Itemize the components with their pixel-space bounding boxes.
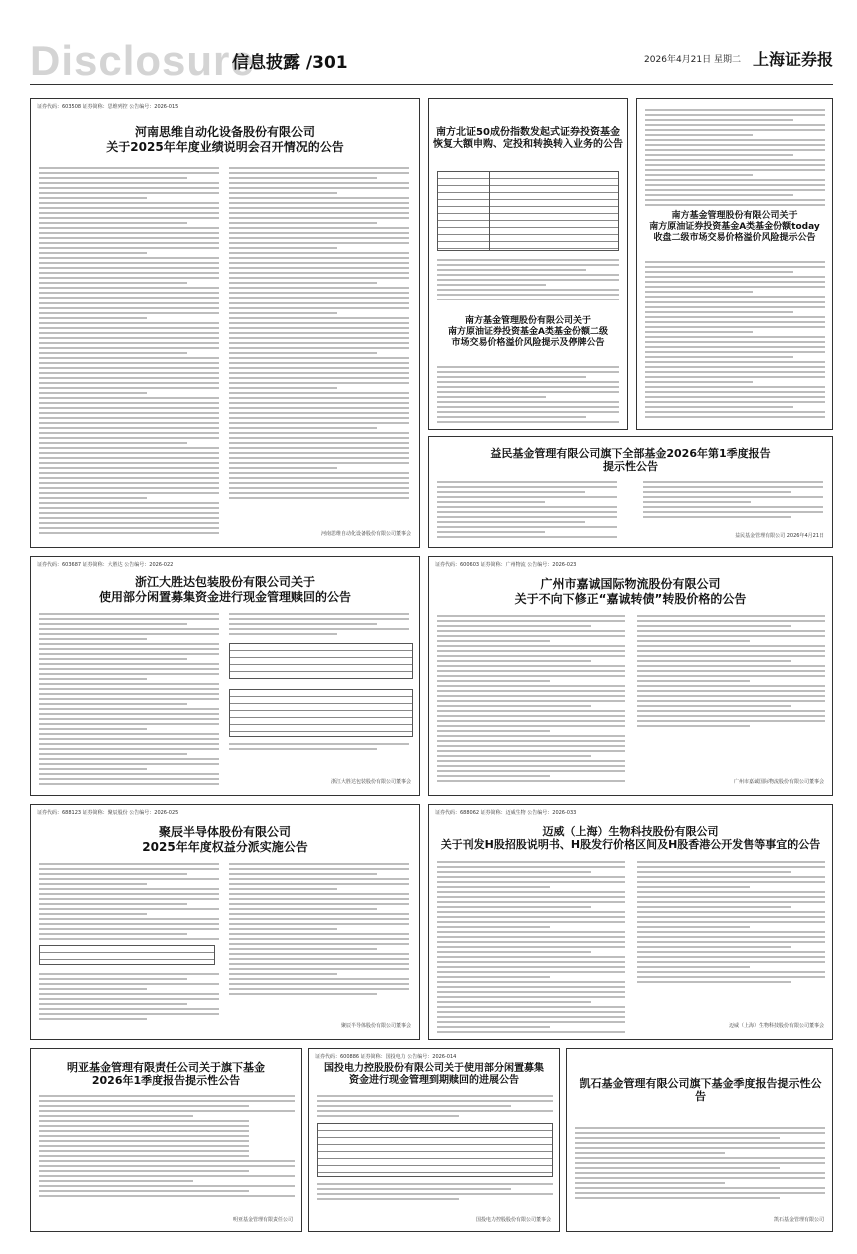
announcement-title: 益民基金管理有限公司旗下全部基金2026年第1季度报告 提示性公告 <box>490 447 771 474</box>
body-text-left <box>437 615 625 785</box>
announcement-signature: 迈威（上海）生物科技股份有限公司董事会 <box>728 1023 824 1029</box>
announcement-title: 南方基金管理股份有限公司关于 南方原油证券投资基金A类基金份额二级 市场交易价格溢价风险提示及停牌公告 <box>448 316 608 348</box>
announcement-title: 南方基金管理股份有限公司关于 南方原油证券投资基金A类基金份额today 收盘二级市场交易价格溢价风险提示公告 <box>649 211 820 243</box>
announcement-signature: 明亚基金管理有限责任公司 <box>232 1217 293 1223</box>
announcement-title: 南方北证50成份指数发起式证券投资基金 恢复大额申购、定投和转换转入业务的公告 <box>433 127 623 151</box>
body-text <box>39 1095 295 1200</box>
body-text-left <box>437 481 617 541</box>
announcement-title: 凯石基金管理有限公司旗下基金季度报告提示性公告 <box>579 1077 822 1104</box>
body-text-left <box>39 863 219 943</box>
announcement-guotou <box>308 1048 560 1232</box>
newspaper-name: 上海证券报 <box>752 50 833 69</box>
body-text-bottom <box>229 743 409 753</box>
masthead-logo: Disclosure <box>30 37 255 84</box>
body-text-left <box>39 613 219 788</box>
announcement-codes: 证券代码：688062 证券简称：迈威生物 公告编号：2026-033 <box>435 810 577 816</box>
body-text-right <box>643 481 823 521</box>
issue-date: 2026年4月21日 星期二 <box>644 55 741 65</box>
announcement-signature: 国投电力控股股份有限公司董事会 <box>475 1217 551 1223</box>
announcement-codes: 证券代码：603508 证券简称：思维列控 公告编号：2026-015 <box>37 104 179 110</box>
body-text-right <box>229 613 409 638</box>
masthead-rule <box>30 84 833 85</box>
body-text <box>645 261 825 421</box>
body-text-left-bottom <box>39 973 219 1023</box>
body-text-top <box>645 109 825 209</box>
announcement-title: 聚辰半导体股份有限公司 2025年年度权益分派实施公告 <box>142 825 308 854</box>
body-text-left <box>39 167 219 537</box>
announcement-nanfang-yuanyou-risk <box>636 98 833 430</box>
body-text-bottom <box>317 1183 553 1203</box>
redemption-table <box>229 643 413 679</box>
announcement-codes: 证券代码：600603 证券简称：广州物流 公告编号：2026-023 <box>435 562 577 568</box>
announcement-yimin <box>428 436 833 548</box>
fund-info-table <box>437 171 619 251</box>
announcement-signature: 广州市嘉诚国际物流股份有限公司董事会 <box>733 779 824 785</box>
announcement-codes: 证券代码：603687 证券简称：大胜达 公告编号：2026-022 <box>37 562 174 568</box>
announcement-signature: 河南思维自动化设备股份有限公司董事会 <box>320 531 411 537</box>
body-text-right <box>229 863 409 998</box>
announcement-codes: 证券代码：688123 证券简称：聚辰股份 公告编号：2026-025 <box>37 810 179 816</box>
dividend-table <box>39 945 215 965</box>
announcement-jiacheng <box>428 556 833 796</box>
cash-management-table <box>229 689 413 737</box>
body-text <box>317 1095 553 1120</box>
announcement-kaishi <box>566 1048 833 1232</box>
announcement-siwei <box>30 98 420 548</box>
body-text <box>575 1127 825 1202</box>
announcement-title: 浙江大胜达包装股份有限公司关于 使用部分闲置募集资金进行现金管理赎回的公告 <box>98 575 351 604</box>
announcement-dashengda <box>30 556 420 796</box>
announcement-title: 河南思维自动化设备股份有限公司 关于2025年年度业绩说明会召开情况的公告 <box>106 125 344 154</box>
body-text-right <box>637 861 825 986</box>
announcement-title: 明亚基金管理有限责任公司关于旗下基金 2026年1季度报告提示性公告 <box>67 1061 265 1088</box>
announcement-title: 广州市嘉诚国际物流股份有限公司 关于不向下修正“嘉诚转债”转股价格的公告 <box>514 577 747 606</box>
redemption-table <box>317 1123 553 1177</box>
announcement-title: 迈威（上海）生物科技股份有限公司 关于刊发H股招股说明书、H股发行价格区间及H股香港公开发售等事宜的公告 <box>440 825 821 852</box>
announcement-codes: 证券代码：600886 证券简称：国投电力 公告编号：2026-014 <box>315 1054 457 1060</box>
announcement-juchen <box>30 804 420 1040</box>
announcement-nanfang-yuanyou-halt <box>428 300 628 430</box>
announcement-signature: 聚辰半导体股份有限公司董事会 <box>340 1023 411 1029</box>
body-text-right <box>229 167 409 502</box>
body-text-left <box>437 861 625 1036</box>
announcement-title: 国投电力控股股份有限公司关于使用部分闲置募集 资金进行现金管理到期赎回的进展公告 <box>324 1063 544 1087</box>
masthead <box>0 0 857 90</box>
announcement-signature: 浙江大胜达包装股份有限公司董事会 <box>330 779 411 785</box>
section-title: 信息披露 /301 <box>232 53 348 73</box>
announcement-signature: 益民基金管理有限公司 2026年4月21日 <box>735 533 824 539</box>
announcement-maiwei <box>428 804 833 1040</box>
body-text-right <box>637 615 825 730</box>
announcement-mingya <box>30 1048 302 1232</box>
body-text <box>437 366 619 426</box>
announcement-signature: 凯石基金管理有限公司 <box>773 1217 824 1223</box>
